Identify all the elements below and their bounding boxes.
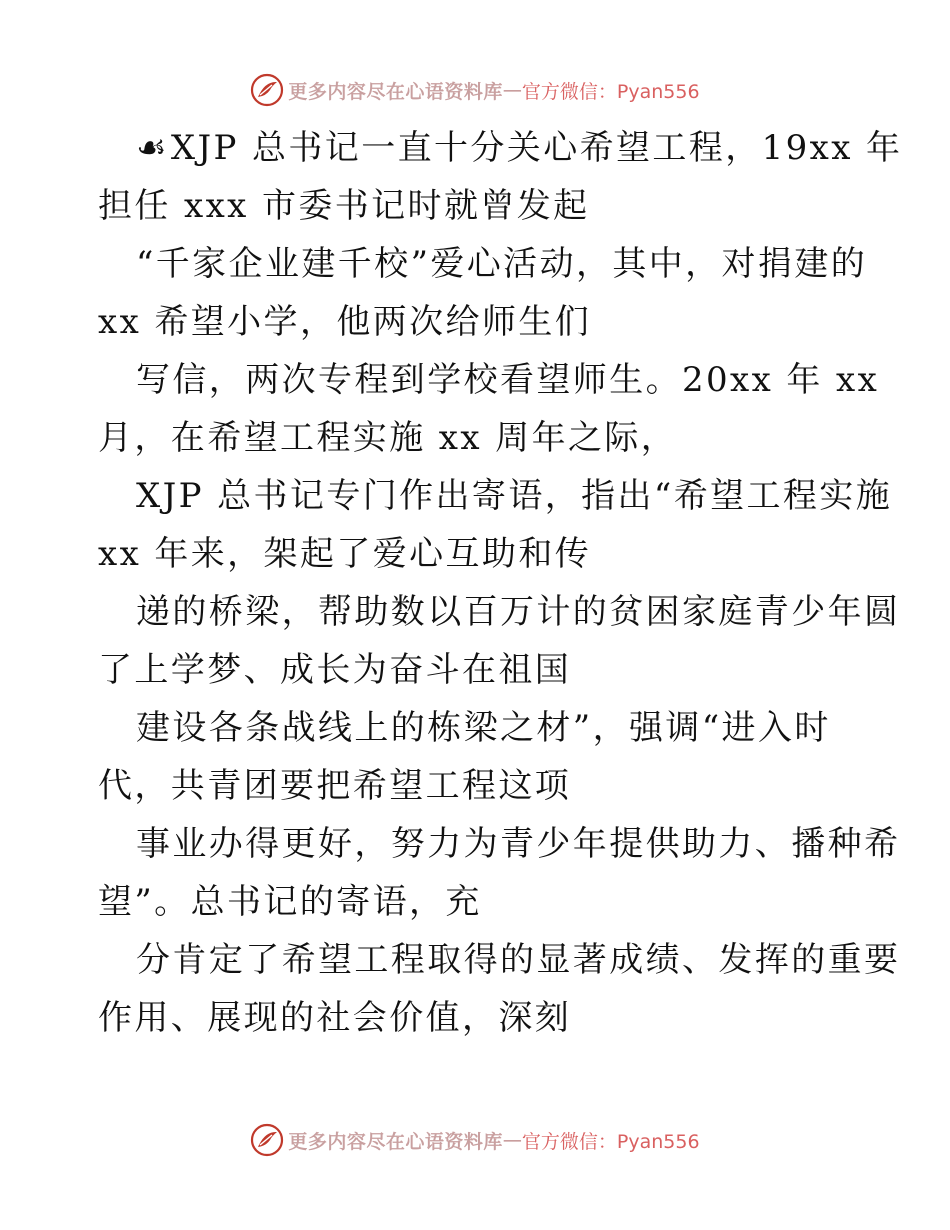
paragraph-line: “千家企业建千校”爱心活动，其中，对捐建的 — [136, 244, 868, 284]
footer-wechat-text: 官方微信：Pyan556 — [521, 1130, 700, 1153]
paragraph-line: XJP 总书记专门作出寄语，指出“希望工程实施 — [136, 476, 893, 516]
pen-logo-icon — [250, 1123, 284, 1157]
paragraph-line: 担任 xxx 市委书记时就曾发起 — [98, 186, 590, 226]
fleuron-bullet-icon: ☙ — [136, 128, 169, 168]
paragraph-line: 代，共青团要把希望工程这项 — [98, 766, 572, 806]
header-brand-text: 更多内容尽在心语资料库 — [288, 80, 503, 103]
pen-logo-icon — [250, 73, 284, 107]
paragraph-line: ☙XJP 总书记一直十分关心希望工程，19xx 年 — [136, 128, 903, 168]
paragraph-line: 了上学梦、成长为奋斗在祖国 — [98, 650, 572, 690]
footer-banner — [0, 1120, 950, 1160]
footer-brand-text: 更多内容尽在心语资料库 — [288, 1130, 503, 1153]
paragraph-line: 作用、展现的社会价值，深刻 — [98, 998, 572, 1038]
paragraph-line: 递的桥梁，帮助数以百万计的贫困家庭青少年圆 — [136, 592, 901, 632]
paragraph-line: xx 希望小学，他两次给师生们 — [98, 302, 592, 342]
paragraph-line: xx 年来，架起了爱心互助和传 — [98, 534, 592, 574]
paragraph-line: 望”。总书记的寄语，充 — [98, 882, 482, 922]
paragraph-line: 分肯定了希望工程取得的显著成绩、发挥的重要 — [136, 940, 901, 980]
header-wechat-text: 官方微信：Pyan556 — [521, 80, 700, 103]
paragraph-line: 建设各条战线上的栋梁之材”，强调“进入时 — [136, 708, 831, 748]
header-banner — [0, 70, 950, 110]
paragraph-line: 月，在希望工程实施 xx 周年之际， — [98, 418, 678, 458]
paragraph-line: 事业办得更好，努力为青少年提供助力、播种希 — [136, 824, 901, 864]
footer-dash: — — [502, 1129, 522, 1151]
header-dash: — — [502, 79, 522, 101]
paragraph-line: 写信，两次专程到学校看望师生。20xx 年 xx — [136, 360, 880, 400]
